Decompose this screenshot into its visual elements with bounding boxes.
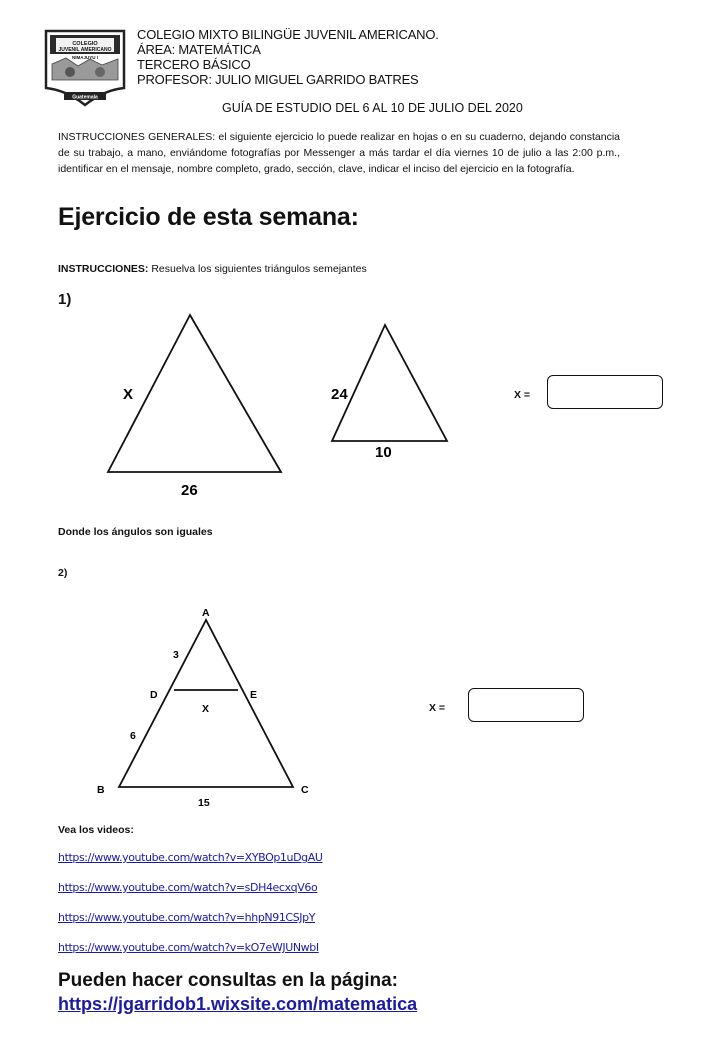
segment-bc-label: 15 [198,797,210,809]
small-triangle [332,325,447,441]
segment-db-label: 6 [130,730,136,742]
general-instructions: INSTRUCCIONES GENERALES: el siguiente ejercicio lo puede realizar en hojas o en su cuaderno, dejando constancia de su trabajo, a mano, enviándome fotografías por Messenger a más tardar el día viernes 10 de julio a las 2:00 p.m., identificar en el mensaje, nombre completo, grado, sección, clave, indicar el inciso del ejercicio en la fotografía. [58,131,620,175]
vertex-a-label: A [202,607,210,619]
problem-2-number: 2) [58,567,68,579]
video-link-1[interactable]: https://www.youtube.com/watch?v=XYBOp1uDgAU [58,851,323,864]
video-link-3[interactable]: https://www.youtube.com/watch?v=hhpN91CSJpY [58,911,316,924]
footer-title: Pueden hacer consultas en la página: [58,970,398,991]
problem-1-triangles [95,305,475,505]
video-link-4[interactable]: https://www.youtube.com/watch?v=kO7eWJUNwbI [58,941,319,954]
logo-text-1: COLEGIO [72,41,98,47]
subject-area: ÁREA: MATEMÁTICA [137,42,261,57]
videos-label: Vea los videos: [58,824,134,836]
big-base-label: 26 [181,482,198,499]
exercise-title: Ejercicio de esta semana: [58,203,359,231]
problem-1-number: 1) [58,291,72,308]
problem-1-answer-label: X = [514,389,531,401]
big-triangle [108,315,281,472]
big-side-label: X [123,386,134,403]
vertex-d-label: D [150,689,158,701]
small-base-label: 10 [375,444,392,461]
school-name: COLEGIO MIXTO BILINGÜE JUVENIL AMERICANO. [137,27,439,42]
logo-text-3: NIMAJUYU I [71,55,99,60]
vertex-e-label: E [250,689,258,701]
video-link-2[interactable]: https://www.youtube.com/watch?v=sDH4ecxqV6o [58,881,318,894]
segment-ad-label: 3 [173,649,179,661]
logo-text-2: JUVENIL AMERICANO [58,47,112,53]
problem-1-answer-box[interactable] [547,375,663,409]
small-side-label: 24 [331,386,348,403]
instructions-label: INSTRUCCIONES: [58,263,149,275]
problem-1-note: Donde los ángulos son iguales [58,526,213,538]
website-link[interactable]: https://jgarridob1.wixsite.com/matematica [58,994,418,1014]
problem-2-answer-box[interactable] [468,688,584,722]
teacher-name: PROFESOR: JULIO MIGUEL GARRIDO BATRES [137,72,419,87]
vertex-c-label: C [301,784,309,796]
instructions-text: Resuelva los siguientes triángulos semejantes [151,263,367,275]
problem-2-answer-label: X = [429,702,446,714]
segment-de-label: X [202,703,210,715]
logo-text-4: Guatemala [72,94,98,101]
school-logo [42,28,128,108]
problem-2-triangle [90,600,330,815]
grade-level: TERCERO BÁSICO [137,57,251,72]
guide-title: GUÍA DE ESTUDIO DEL 6 AL 10 DE JULIO DEL 2020 [222,101,523,115]
instructions-line [58,263,367,275]
vertex-b-label: B [97,784,105,796]
